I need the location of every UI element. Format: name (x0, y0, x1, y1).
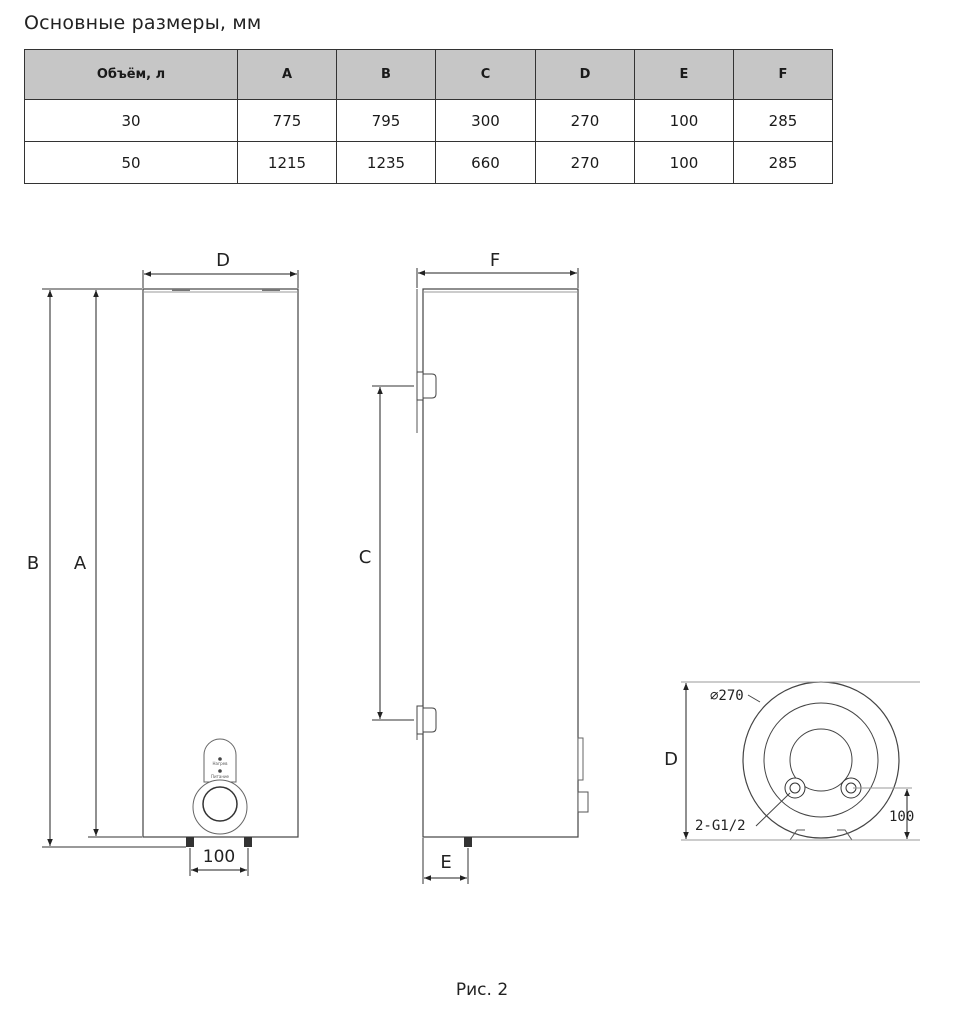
header-c: C (436, 50, 536, 100)
table-cell: 285 (734, 100, 833, 142)
figure-caption: Рис. 2 (455, 980, 509, 1000)
side-label-c: C (358, 547, 372, 568)
side-panel-edge (578, 738, 583, 780)
top-diameter-label: ⌀270 (710, 688, 744, 704)
header-a: A (238, 50, 337, 100)
header-f: F (734, 50, 833, 100)
table-cell: 50 (25, 142, 238, 184)
pipe-left-icon (186, 837, 194, 847)
front-label-100: 100 (202, 847, 236, 867)
table-cell: 285 (734, 142, 833, 184)
indicator-power-icon (218, 769, 222, 773)
front-label-b: B (26, 553, 40, 574)
top-pipe-label: 2-G1/2 (695, 818, 746, 834)
pipe-right-icon (244, 837, 252, 847)
table-cell: 100 (635, 100, 734, 142)
table-cell: 795 (337, 100, 436, 142)
side-knob-icon (578, 792, 588, 812)
table-cell: 1235 (337, 142, 436, 184)
mount-bracket-bottom-icon (423, 708, 436, 732)
front-label-d: D (216, 250, 230, 271)
side-label-e: E (440, 852, 452, 873)
mount-bracket-top-icon (423, 374, 436, 398)
top-label-d: D (664, 749, 678, 770)
panel-label-power: Питание (210, 774, 230, 779)
side-view (372, 268, 588, 884)
header-d: D (536, 50, 635, 100)
table-cell: 270 (536, 142, 635, 184)
control-dial-knob (203, 787, 237, 821)
top-view (681, 682, 920, 840)
side-pipe-icon (464, 837, 472, 847)
side-label-f: F (489, 250, 501, 271)
table-cell: 1215 (238, 142, 337, 184)
panel-label-heat: Нагрев (212, 761, 228, 766)
heater-body-side (423, 289, 578, 837)
table-cell: 300 (436, 100, 536, 142)
header-b: B (337, 50, 436, 100)
section-heading: Основные размеры, мм (24, 12, 262, 34)
top-label-100: 100 (889, 809, 915, 825)
table-cell: 30 (25, 100, 238, 142)
header-e: E (635, 50, 734, 100)
table-cell: 775 (238, 100, 337, 142)
header-volume: Объём, л (25, 50, 238, 100)
table-cell: 100 (635, 142, 734, 184)
table-cell: 270 (536, 100, 635, 142)
front-label-a: A (73, 553, 87, 574)
table-cell: 660 (436, 142, 536, 184)
